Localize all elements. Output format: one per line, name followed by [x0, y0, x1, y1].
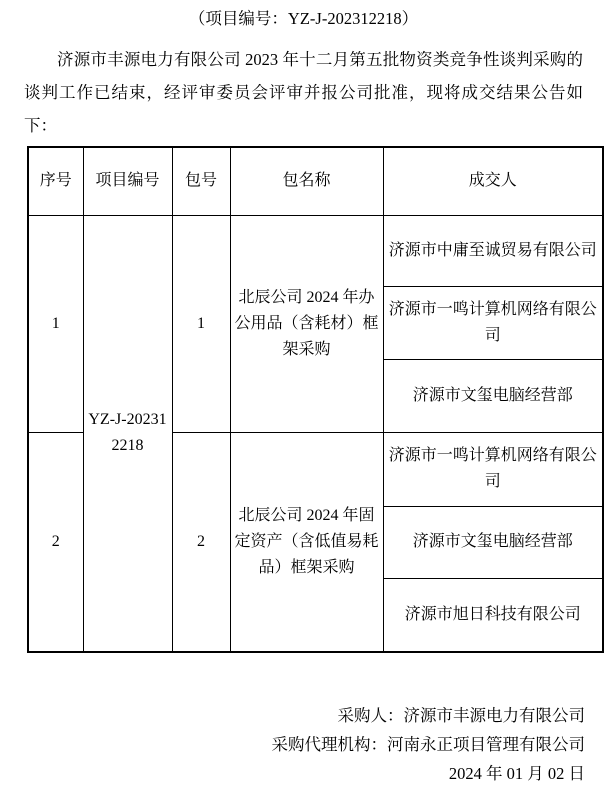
package-no-cell: 1	[172, 215, 230, 432]
signature-block	[0, 701, 607, 788]
announcement-paragraph: 济源市丰源电力有限公司 2023 年十二月第五批物资类竞争性谈判采购的谈判工作已结束，经评审委员会评审并报公司批准，现将成交结果公告如下：	[24, 50, 583, 135]
winner-cell: 济源市文玺电脑经营部	[383, 506, 603, 578]
project-code-cell: YZ-J-202312218	[83, 215, 172, 652]
column-header-seq: 序号	[28, 147, 83, 215]
package-name-cell: 北辰公司 2024 年固定资产（含低值易耗品）框架采购	[230, 432, 383, 652]
project-number-heading: （项目编号：YZ-J-202312218）	[188, 9, 419, 28]
buyer-line: 采购人：济源市丰源电力有限公司	[337, 706, 585, 725]
winner-cell: 济源市一鸣计算机网络有限公司	[383, 432, 603, 506]
column-header-package-no: 包号	[172, 147, 230, 215]
date-line: 2024 年 01 月 02 日	[448, 764, 585, 783]
winner-cell: 济源市中庸至诚贸易有限公司	[383, 215, 603, 286]
package-no-cell: 2	[172, 432, 230, 652]
package-name-cell: 北辰公司 2024 年办公用品（含耗材）框架采购	[230, 215, 383, 432]
results-table	[27, 146, 604, 653]
column-header-package-name: 包名称	[230, 147, 383, 215]
column-header-project-no: 项目编号	[83, 147, 172, 215]
winner-cell: 济源市旭日科技有限公司	[383, 578, 603, 652]
agency-line: 采购代理机构：河南永正项目管理有限公司	[271, 735, 585, 754]
seq-cell: 2	[28, 432, 83, 652]
winner-cell: 济源市一鸣计算机网络有限公司	[383, 286, 603, 359]
seq-cell: 1	[28, 215, 83, 432]
column-header-winner: 成交人	[383, 147, 603, 215]
table-row	[28, 215, 603, 286]
winner-cell: 济源市文玺电脑经营部	[383, 359, 603, 432]
table-header-row	[28, 147, 603, 215]
